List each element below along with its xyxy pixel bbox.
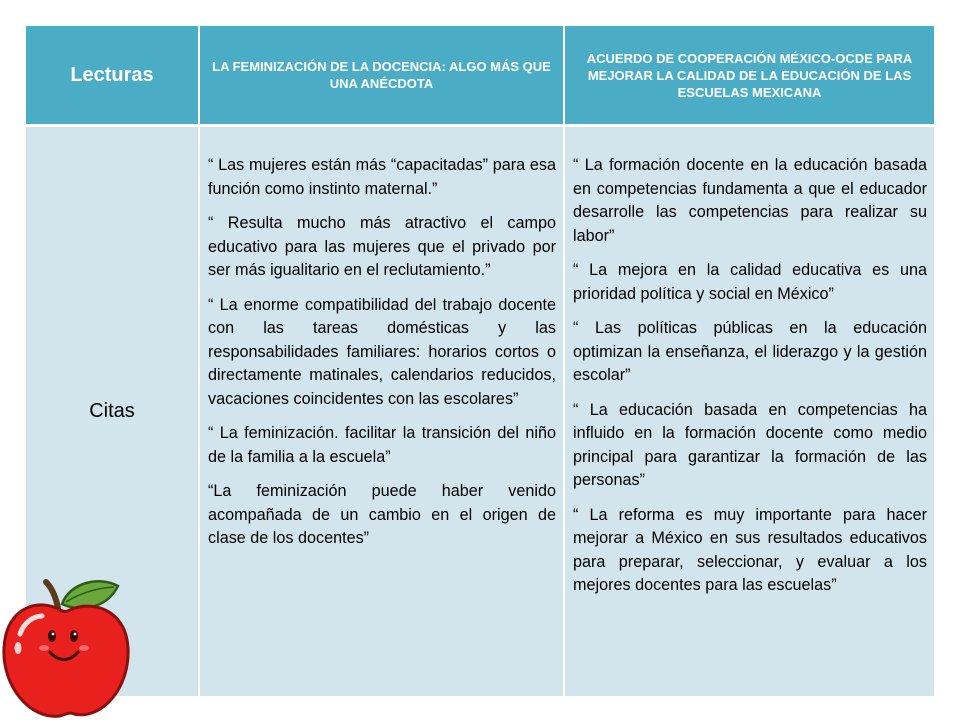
- comparison-table: [26, 26, 934, 696]
- header-label: Lecturas: [70, 63, 154, 86]
- row-label: Citas: [89, 400, 135, 422]
- quote: “ La educación basada en competencias ha influido en la formación docente como medio principal para garantizar la formación de las personas”: [573, 400, 927, 489]
- quote: “ Resulta mucho más atractivo el campo educativo para las mujeres que el privado por ser más igualitario en el reclutamiento.”: [208, 214, 556, 279]
- quote: “La feminización puede haber venido acompañada de un cambio en el origen de clase de los docentes”: [208, 482, 556, 547]
- quote: “ La mejora en la calidad educativa es una prioridad política y social en México”: [573, 261, 927, 303]
- quote: “ La reforma es muy importante para hacer mejorar a México en sus resultados educativos para preparar, seleccionar, y evaluar a los mejores docentes para las escuelas”: [573, 505, 927, 594]
- quote: “ La formación docente en la educación basada en competencias fundamenta a que el educador desarrolle las competencias para realizar su labor”: [573, 156, 927, 245]
- col1-quotes-cell: [200, 127, 565, 696]
- apple-icon: [0, 578, 132, 720]
- header-col2-cell: [565, 26, 934, 127]
- quote: “ Las mujeres están más “capacitadas” para esa función como instinto maternal.”: [208, 156, 556, 198]
- quote: “ Las políticas públicas en la educación optimizan la enseñanza, el liderazgo y la gestión escolar”: [573, 319, 927, 384]
- header-col2-title: ACUERDO DE COOPERACIÓN MÉXICO-OCDE PARA MEJORAR LA CALIDAD DE LA EDUCACIÓN DE LAS ESCUELAS MEXICANA: [586, 50, 913, 100]
- col2-quotes-cell: [565, 127, 934, 696]
- quote: “ La enorme compatibilidad del trabajo docente con las tareas domésticas y las responsabilidades familiares: horarios cortos o directamente matinales, calendarios reducidos, vacaciones coincidentes con las escolares”: [208, 295, 556, 408]
- header-col1-title: LA FEMINIZACIÓN DE LA DOCENCIA: ALGO MÁS QUE UNA ANÉCDOTA: [212, 59, 551, 91]
- header-label-cell: [26, 26, 200, 127]
- quote: “ La feminización. facilitar la transición del niño de la familia a la escuela”: [208, 424, 556, 466]
- header-col1-cell: [200, 26, 565, 127]
